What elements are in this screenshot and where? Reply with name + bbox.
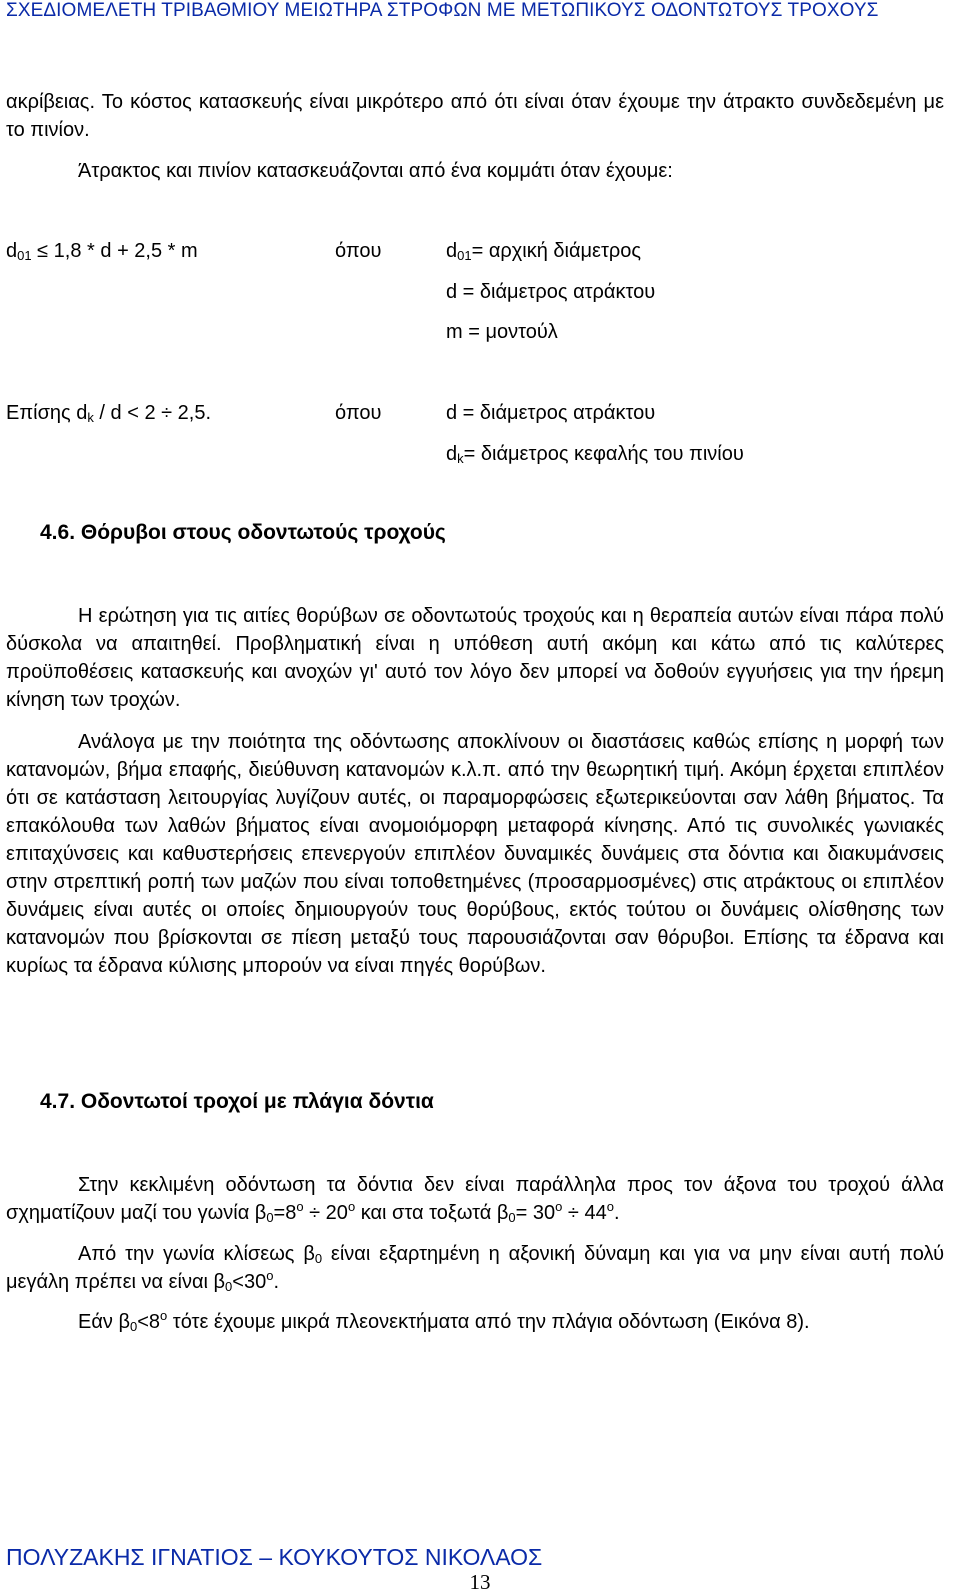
where-label: όπου — [335, 240, 382, 262]
subscript: 0 — [508, 1210, 516, 1225]
ratio-prefix: Επίσης d — [6, 402, 88, 424]
text-run: . — [613, 1202, 620, 1224]
definition-shaft-diameter-2: d = διάμετρος ατράκτου — [446, 402, 656, 424]
def-var: d — [446, 443, 458, 465]
superscript: ο — [555, 1199, 563, 1214]
text-run: ÷ 44 — [562, 1202, 607, 1224]
definition-head-diameter — [446, 440, 744, 468]
formula-lhs-sub: 01 — [17, 248, 32, 263]
subscript: 0 — [225, 1279, 233, 1294]
running-footer: ΠΟΛΥΖΑΚΗΣ ΙΓΝΑΤΙΟΣ – ΚΟΥΚΟΥΤΟΣ ΝΙΚΟΛΑΟΣ — [6, 1544, 543, 1570]
text-run: <8 — [137, 1311, 161, 1333]
text-run: = 30 — [515, 1202, 556, 1224]
text-run: Από την γωνία κλίσεως β — [78, 1243, 315, 1265]
def-sub: k — [457, 451, 464, 466]
def-text: = διάμετρος κεφαλής του πινίου — [463, 443, 744, 465]
text-run: =8 — [273, 1202, 297, 1224]
where-label-2: όπου — [335, 402, 382, 424]
running-header: ΣΧΕΔΙΟΜΕΛΕΤΗ ΤΡΙΒΑΘΜΙΟΥ ΜΕΙΩΤΗΡΑ ΣΤΡΟΦΩΝ ΜΕ ΜΕΤΩΠΙΚΟΥΣ ΟΔΟΝΤΩΤΟΥΣ ΤΡΟΧΟΥΣ — [6, 0, 879, 21]
section-heading-helical: 4.7. Οδοντωτοί τροχοί με πλάγια δόντια — [40, 1090, 434, 1113]
section-heading-noise: 4.6. Θόρυβοι στους οδοντωτούς τροχούς — [40, 521, 446, 544]
def-sub: 01 — [457, 248, 472, 263]
text-run: τότε έχουμε μικρά πλεονεκτήματα από την πλάγια οδόντωση (Εικόνα 8). — [167, 1311, 810, 1333]
intro-condition: Άτρακτος και πινίον κατασκευάζονται από ένα κομμάτι όταν έχουμε: — [78, 160, 673, 182]
definition-shaft-diameter: d = διάμετρος ατράκτου — [446, 281, 656, 303]
text-run: Στην κεκλιμένη οδόντωση τα δόντια δεν είναι παράλληλα προς τον άξονα του τροχού άλλα σχηματίζουν μαζί του γωνία β — [6, 1174, 944, 1224]
superscript: ο — [296, 1199, 304, 1214]
formula-ratio — [6, 399, 211, 427]
page-number: 13 — [469, 1570, 491, 1594]
subscript: 0 — [266, 1210, 274, 1225]
formula-shaft-pinion — [6, 237, 198, 265]
intro-paragraph: ακρίβειας. Το κόστος κατασκευής είναι μικρότερο από ότι είναι όταν έχουμε την άτρακτο συνδεδεμένη με το πινίον. — [6, 91, 944, 141]
superscript: ο — [266, 1268, 274, 1283]
formula-relation: ≤ 1,8 * d + 2,5 * m — [31, 240, 198, 262]
text-run: . — [273, 1271, 280, 1293]
superscript: ο — [347, 1199, 356, 1214]
helical-paragraph-2 — [6, 1240, 944, 1296]
ratio-suffix: / d < 2 ÷ 2,5. — [93, 402, 212, 424]
def-text: = αρχική διάμετρος — [471, 240, 642, 262]
definition-module: m = μοντούλ — [446, 321, 558, 343]
subscript: 0 — [129, 1319, 138, 1334]
definition-initial-diameter — [446, 237, 641, 265]
text-run: Εάν β — [78, 1311, 130, 1333]
ratio-sub: k — [87, 410, 94, 425]
text-run: <30 — [232, 1271, 267, 1293]
helical-paragraph-3 — [6, 1308, 944, 1336]
subscript: 0 — [314, 1251, 323, 1266]
noise-paragraph-1: Η ερώτηση για τις αιτίες θορύβων σε οδοντωτούς τροχούς και η θεραπεία αυτών είναι πάρα πολύ δύσκολα να απαιτηθεί. Προβληματική είναι η υπόθεση αυτή ακόμη και κάτω από τις καλύτερες προϋποθέσεις κατασκευής και ανοχών γι' αυτό τον λόγο δεν μπορεί να δοθούν εγγυήσεις για την ήρεμη κίνηση των τροχών. — [6, 605, 944, 711]
superscript: ο — [606, 1199, 614, 1214]
text-run: ÷ 20 — [303, 1202, 348, 1224]
formula-lhs-var: d — [6, 240, 18, 262]
text-run: και στα τοξωτά β — [355, 1202, 509, 1224]
def-var: d — [446, 240, 458, 262]
noise-paragraph-2: Ανάλογα με την ποιότητα της οδόντωσης αποκλίνουν οι διαστάσεις καθώς επίσης η μορφή των κατανομών, βήμα επαφής, διεύθυνση κατανομών κ.λ.π. από την θεωρητική τιμή. Ακόμη έρχεται επιπλέον ότι σε κατάσταση λειτουργίας λυγίζουν αυτές, οι παραμορφώσεις εξωτερικεύονται σαν λάθη βήματος. Τα επακόλουθα των λαθών βήματος είναι ανομοιόμορφη μεταφορά κίνησης. Από τις συνολικές γωνιακές επιταχύνσεις και καθυστερήσεις επενεργούν επιπλέον δυναμικές δυνάμεις στα δόντια και διακυμάνσεις στην στρεπτική ροπή των μαζών που είναι τοποθετημένες (προσαρμοσμένες) στις ατράκτους οι επιπλέον δυνάμεις είναι αυτές οι οποίες δημιουργούν τους θορύβους, εκτός τούτου οι δυνάμεις ολίσθησης των κατανομών που βρίσκονται σε πίεση μεταξύ τους παρουσιάζονται σαν θόρυβοι. Επίσης τα έδρανα και κυρίως τα έδρανα κύλισης μπορούν να είναι πηγές θορύβων. — [6, 731, 944, 977]
text-run: είναι εξαρτημένη η αξονική δύναμη και για να μην είναι αυτή πολύ μεγάλη πρέπει να είναι β — [6, 1243, 945, 1293]
helical-paragraph-1 — [6, 1171, 944, 1227]
superscript: ο — [160, 1308, 168, 1323]
